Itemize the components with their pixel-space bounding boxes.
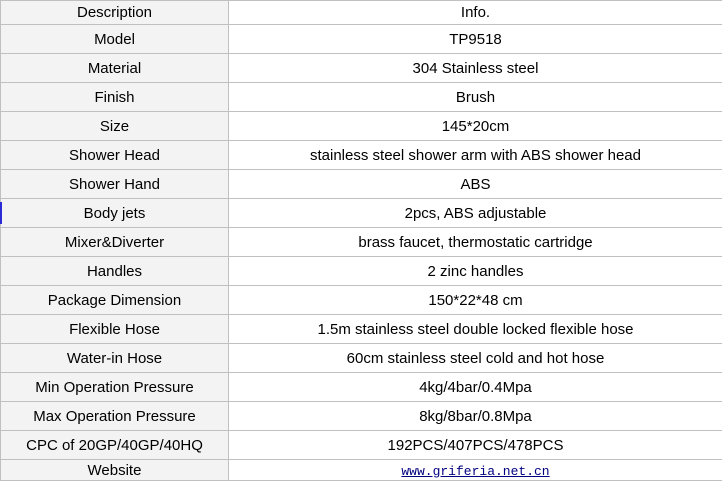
row-value: 8kg/8bar/0.8Mpa bbox=[229, 402, 722, 431]
row-label: Size bbox=[1, 112, 229, 141]
table-row-website bbox=[1, 460, 722, 481]
table-row bbox=[1, 54, 722, 83]
row-value: 60cm stainless steel cold and hot hose bbox=[229, 344, 722, 373]
row-label: Shower Hand bbox=[1, 170, 229, 199]
row-label: Min Operation Pressure bbox=[1, 373, 229, 402]
row-value: stainless steel shower arm with ABS shower head bbox=[229, 141, 722, 170]
table-row-header bbox=[1, 1, 722, 25]
table-row bbox=[1, 141, 722, 170]
table-row bbox=[1, 25, 722, 54]
row-value: 2pcs, ABS adjustable bbox=[229, 199, 722, 228]
table-row bbox=[1, 83, 722, 112]
table-row bbox=[1, 199, 722, 228]
table-row bbox=[1, 402, 722, 431]
row-value: brass faucet, thermostatic cartridge bbox=[229, 228, 722, 257]
row-label: Handles bbox=[1, 257, 229, 286]
row-value: 4kg/4bar/0.4Mpa bbox=[229, 373, 722, 402]
row-value: 145*20cm bbox=[229, 112, 722, 141]
table-row bbox=[1, 228, 722, 257]
table-row bbox=[1, 286, 722, 315]
row-label: Website bbox=[1, 460, 229, 481]
row-label: Material bbox=[1, 54, 229, 83]
row-value: Brush bbox=[229, 83, 722, 112]
row-value: 150*22*48 cm bbox=[229, 286, 722, 315]
row-value: ABS bbox=[229, 170, 722, 199]
table-row bbox=[1, 431, 722, 460]
table-row bbox=[1, 373, 722, 402]
row-label: Body jets bbox=[1, 199, 229, 228]
column-header-info: Info. bbox=[229, 1, 722, 25]
row-label: Water-in Hose bbox=[1, 344, 229, 373]
column-header-description: Description bbox=[1, 1, 229, 25]
row-value: 1.5m stainless steel double locked flexible hose bbox=[229, 315, 722, 344]
row-label: Max Operation Pressure bbox=[1, 402, 229, 431]
row-label: Package Dimension bbox=[1, 286, 229, 315]
row-label: Finish bbox=[1, 83, 229, 112]
row-label: Flexible Hose bbox=[1, 315, 229, 344]
row-label: Shower Head bbox=[1, 141, 229, 170]
row-value: 304 Stainless steel bbox=[229, 54, 722, 83]
row-value: 2 zinc handles bbox=[229, 257, 722, 286]
table-row bbox=[1, 344, 722, 373]
row-value bbox=[229, 460, 722, 481]
row-label: CPC of 20GP/40GP/40HQ bbox=[1, 431, 229, 460]
row-value: 192PCS/407PCS/478PCS bbox=[229, 431, 722, 460]
row-label: Model bbox=[1, 25, 229, 54]
text-cursor-marker bbox=[0, 202, 2, 224]
table-row bbox=[1, 257, 722, 286]
website-link[interactable]: www.griferia.net.cn bbox=[401, 464, 549, 479]
row-label: Mixer&Diverter bbox=[1, 228, 229, 257]
table-row bbox=[1, 112, 722, 141]
table-row bbox=[1, 170, 722, 199]
row-value: TP9518 bbox=[229, 25, 722, 54]
table-row bbox=[1, 315, 722, 344]
